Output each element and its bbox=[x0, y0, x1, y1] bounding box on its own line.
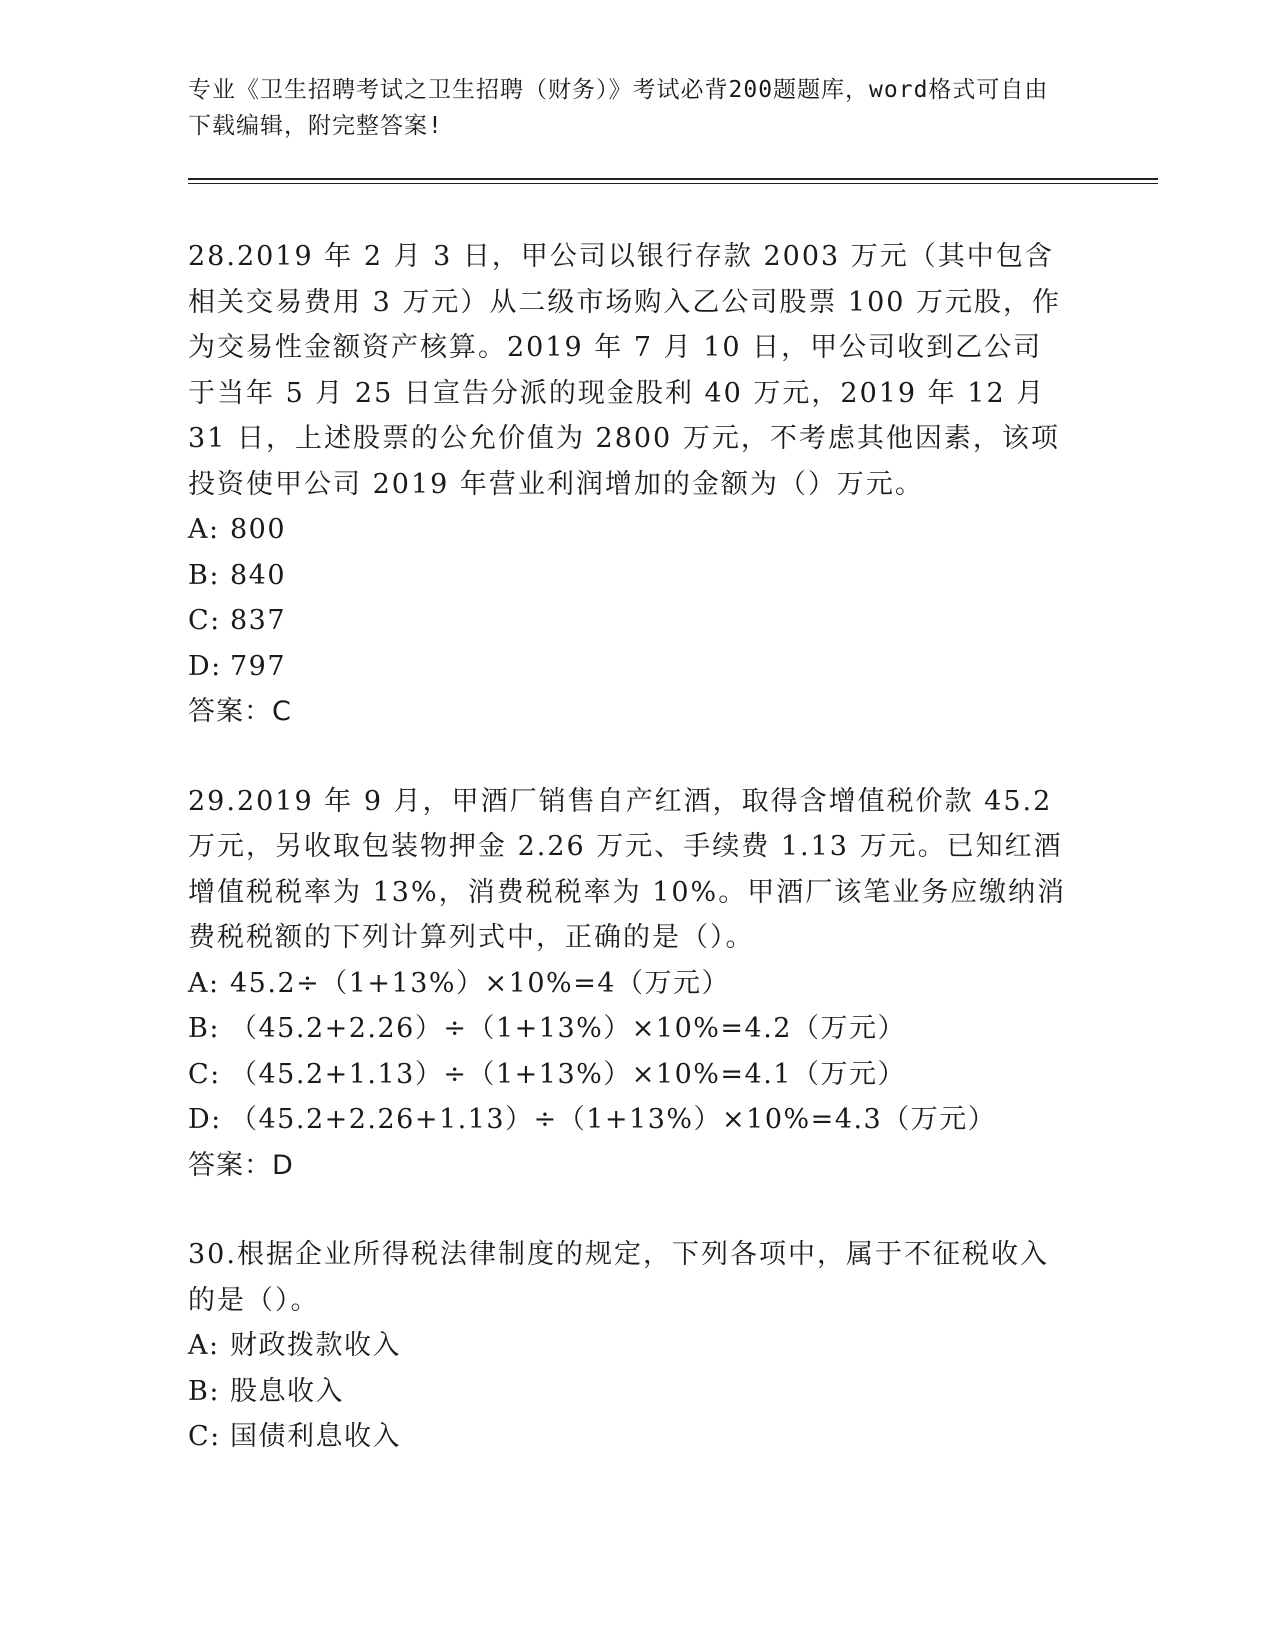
header-divider bbox=[188, 178, 1158, 184]
option-text: （45.2+1.13）÷（1+13%）×10%=4.1（万元） bbox=[230, 1058, 906, 1090]
option-text: 797 bbox=[230, 650, 287, 682]
option-a bbox=[188, 961, 1088, 1007]
question-29 bbox=[188, 779, 1088, 1189]
option-key: B: bbox=[188, 1375, 220, 1407]
option-text: 840 bbox=[230, 559, 287, 591]
option-text: 800 bbox=[230, 514, 287, 545]
option-text: 国债利息收入 bbox=[230, 1421, 401, 1452]
option-key: C: bbox=[188, 1421, 221, 1452]
option-key: A: bbox=[188, 1330, 220, 1361]
divider-line-thin bbox=[188, 183, 1158, 184]
option-text: 45.2÷（1+13%）×10%=4（万元） bbox=[230, 967, 730, 999]
option-b bbox=[188, 1369, 1088, 1415]
option-key: C: bbox=[188, 1058, 221, 1090]
answer-line: 答案：D bbox=[188, 1149, 294, 1181]
question-30 bbox=[188, 1232, 1088, 1460]
option-b bbox=[188, 1006, 1088, 1052]
option-key: C: bbox=[188, 605, 221, 636]
header-text: 专业《卫生招聘考试之卫生招聘（财务）》考试必背200题题库，word格式可自由下载编辑，附完整答案! bbox=[188, 77, 1049, 139]
option-text: 财政拨款收入 bbox=[230, 1330, 401, 1361]
option-text: 股息收入 bbox=[230, 1375, 344, 1407]
answer-line: 答案：C bbox=[188, 696, 292, 727]
option-key: A: bbox=[188, 967, 220, 999]
option-key: D: bbox=[188, 650, 222, 682]
question-list bbox=[188, 234, 1088, 1504]
divider-line-thick bbox=[188, 178, 1158, 180]
question-stem: 28.2019 年 2 月 3 日，甲公司以银行存款 2003 万元（其中包含相关交易费用 3 万元）从二级市场购入乙公司股票 100 万元股，作为交易性金额资产核算。2019 年 7 月 10 日，甲公司收到乙公司于当年 5 月 25 日宣告分派的现金股利 40 万元，2019 年 12 月 31 日，上述股票的公允价值为 2800 万元，不考虑其他因素，该项投资使甲公司 2019 年营业利润增加的金额为（）万元。 bbox=[188, 241, 1062, 500]
option-a bbox=[188, 507, 1088, 553]
question-28 bbox=[188, 234, 1088, 735]
option-key: B: bbox=[188, 1013, 220, 1044]
option-key: D: bbox=[188, 1104, 222, 1135]
option-c bbox=[188, 1414, 1088, 1460]
option-text: （45.2+2.26+1.13）÷（1+13%）×10%=4.3（万元） bbox=[230, 1104, 997, 1135]
option-text: （45.2+2.26）÷（1+13%）×10%=4.2（万元） bbox=[230, 1013, 906, 1044]
question-stem: 29.2019 年 9 月，甲酒厂销售自产红酒，取得含增值税价款 45.2 万元，另收取包装物押金 2.26 万元、手续费 1.13 万元。已知红酒增值税税率为 13%，消费税税率为 10%。甲酒厂该笔业务应缴纳消费税税额的下列计算列式中，正确的是（）。 bbox=[188, 785, 1067, 953]
option-key: B: bbox=[188, 559, 220, 591]
option-a bbox=[188, 1323, 1088, 1369]
option-key: A: bbox=[188, 514, 220, 545]
option-c bbox=[188, 598, 1088, 644]
option-c bbox=[188, 1052, 1088, 1098]
document-header bbox=[188, 72, 1088, 144]
option-d bbox=[188, 1097, 1088, 1143]
option-b bbox=[188, 553, 1088, 599]
option-text: 837 bbox=[230, 605, 287, 636]
option-d bbox=[188, 644, 1088, 690]
question-stem: 30.根据企业所得税法律制度的规定，下列各项中，属于不征税收入的是（）。 bbox=[188, 1239, 1049, 1316]
